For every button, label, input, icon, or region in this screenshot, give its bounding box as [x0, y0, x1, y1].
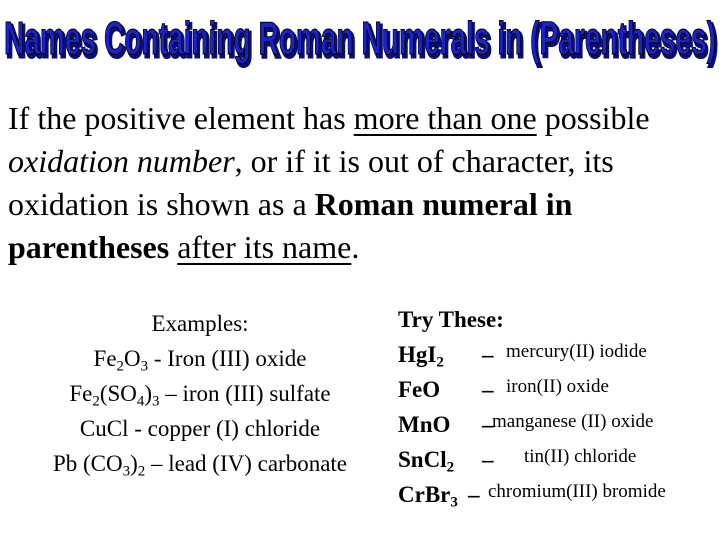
example-row: [0, 376, 400, 411]
try-dash: –: [468, 482, 480, 507]
example-formula: $Fe_2(SO_4)_3$: [69, 381, 160, 410]
try-formula: CrBr$_3$: [398, 482, 458, 511]
try-dash: –: [482, 342, 494, 367]
title-shadow: Names Containing Roman Numerals in (Parentheses): [6, 15, 718, 67]
emphasis-more-than-one: more than one: [353, 100, 537, 136]
example-row: [0, 341, 400, 376]
try-dash: –: [482, 377, 494, 402]
example-name: – iron (III) sulfate: [159, 381, 331, 406]
try-formula: SnCl$_2$: [398, 447, 455, 476]
try-row: [398, 442, 720, 477]
try-these-list: [398, 337, 720, 512]
try-row: [398, 337, 720, 372]
try-dash: –: [482, 447, 494, 472]
emphasis-oxidation-number: oxidation number: [8, 143, 235, 179]
examples-heading: Examples:: [151, 311, 249, 336]
try-answer: tin(II) chloride: [524, 446, 637, 467]
try-formula: MnO: [398, 412, 451, 437]
try-answer: manganese (II) oxide: [492, 411, 654, 432]
try-these-heading: Try These:: [398, 307, 504, 332]
try-answer: chromium(III) bromide: [488, 481, 666, 502]
title-text: Names Containing Roman Numerals in (Parentheses): [4, 12, 716, 64]
example-row: [0, 411, 400, 446]
try-dash: –: [482, 412, 494, 437]
try-row: [398, 372, 720, 407]
try-formula: FeO: [398, 377, 441, 402]
try-formula: HgI$_2$: [398, 342, 444, 371]
intro-paragraph: If the positive element has more than one possible oxidation number, or if it is out of character, its oxidation is shown as a Roman numeral in parentheses after its name.: [8, 100, 650, 265]
examples-block: [0, 306, 400, 481]
try-row: [398, 477, 720, 512]
try-row: [398, 407, 720, 442]
example-name: - copper (I) chloride: [128, 416, 321, 441]
example-formula: Pb $(CO_3)_2$: [52, 451, 146, 480]
emphasis-roman-numeral: Roman numeral in parentheses: [8, 186, 573, 265]
example-name: – lead (IV) carbonate: [145, 451, 348, 476]
page-title: [0, 2, 720, 72]
emphasis-after-its-name: after its name: [177, 229, 352, 265]
example-formula: $Fe_2O_3$: [93, 346, 149, 375]
examples-list: [0, 341, 400, 481]
example-name: - Iron (III) oxide: [148, 346, 307, 371]
example-row: [0, 446, 400, 481]
try-these-block: [398, 302, 720, 512]
try-answer: iron(II) oxide: [506, 376, 609, 397]
try-answer: mercury(II) iodide: [506, 341, 647, 362]
example-formula: CuCl: [79, 416, 129, 441]
